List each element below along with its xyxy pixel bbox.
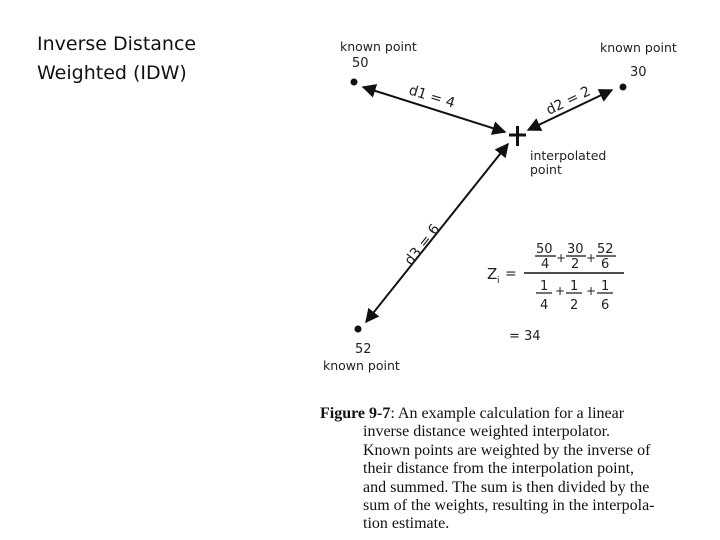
formula-weight-numerator-3: 1: [601, 279, 610, 294]
formula-denominator-1: 4: [541, 257, 550, 272]
caption-line-5: and summed. The sum is then divided by the: [363, 478, 650, 496]
formula-weight-numerator-2: 1: [570, 279, 579, 294]
formula-result: = 34: [509, 329, 541, 344]
caption-line-4: their distance from the interpolation point,: [363, 460, 635, 478]
known-point-label-30: known point: [600, 40, 677, 55]
formula-numerator-1: 50: [536, 242, 553, 257]
caption-line-7: tion estimate.: [363, 515, 450, 533]
known-point-label-50: known point: [340, 39, 417, 54]
formula-weight-numerator-1: 1: [540, 279, 549, 294]
known-point-dot-50: [351, 79, 358, 86]
distance-label-d2: d2 = 2: [543, 83, 594, 119]
known-point-dot-30: [620, 84, 627, 91]
distance-label-d3: d3 = 6: [401, 221, 444, 269]
formula-plus-1: +: [556, 251, 567, 265]
formula-numerator-3: 52: [597, 242, 614, 257]
known-point-value-52: 52: [355, 342, 372, 357]
idw-formula: [487, 242, 624, 344]
formula-weight-plus-1: +: [555, 284, 566, 298]
known-point-label-52: known point: [323, 358, 400, 373]
caption-figure-label: Figure 9-7: [320, 405, 391, 422]
caption-line-3: Known points are weighted by the inverse of: [363, 441, 651, 459]
distance-label-d1: d1 = 4: [406, 82, 457, 112]
caption-line-2: inverse distance weighted interpolator.: [363, 423, 611, 441]
formula-equals: =: [505, 266, 517, 282]
formula-weight-denominator-1: 4: [540, 298, 549, 313]
figure-caption: [320, 405, 700, 534]
formula-weight-denominator-2: 2: [570, 298, 579, 313]
slide-title-line-2: Weighted (IDW): [37, 62, 187, 84]
interpolated-point-label-1: interpolated: [530, 148, 607, 163]
formula-denominator-2: 2: [571, 257, 580, 272]
formula-weight-denominator-3: 6: [601, 298, 610, 313]
formula-weight-plus-2: +: [586, 284, 597, 298]
interpolated-point-label-2: point: [530, 162, 562, 177]
formula-plus-2: +: [586, 251, 597, 265]
slide-title-line-1: Inverse Distance: [37, 33, 197, 55]
formula-numerator-2: 30: [567, 242, 584, 257]
known-point-value-30: 30: [630, 65, 647, 80]
formula-denominator-3: 6: [601, 257, 610, 272]
known-point-value-50: 50: [352, 56, 369, 71]
formula-lhs-subscript: i: [497, 276, 500, 286]
caption-line-1: : An example calculation for a linear: [390, 405, 625, 422]
caption-line-6: sum of the weights, resulting in the interpola-: [363, 497, 655, 515]
known-point-dot-52: [355, 326, 362, 333]
formula-lhs: Z: [487, 265, 498, 283]
interpolated-point-marker: [509, 126, 526, 146]
